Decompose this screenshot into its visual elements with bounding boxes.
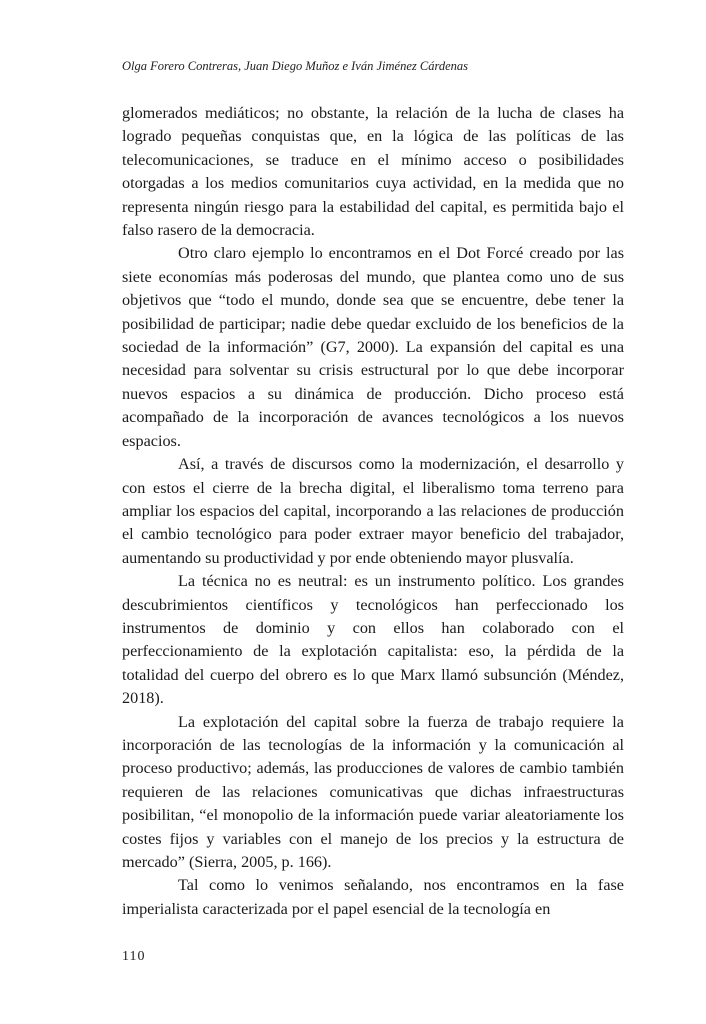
paragraph: glomerados mediáticos; no obstante, la relación de la lucha de clases ha logrado pequeñas conquistas que, en la lógica de las políticas de las telecomunicaciones, se traduce en el mínimo acceso o posibilidades otorgadas a los medios comunitarios cuya actividad, en la medida que no representa ningún riesgo para la estabilidad del capital, es permitida bajo el falso rasero de la democracia. bbox=[122, 104, 624, 240]
body-text bbox=[122, 102, 624, 921]
paragraph: Tal como lo venimos señalando, nos encontramos en la fase imperialista caracterizada por el papel esencial de la tecnología en bbox=[122, 876, 624, 918]
paragraph: Otro claro ejemplo lo encontramos en el Dot Forcé creado por las siete economías más poderosas del mundo, que plantea como uno de sus objetivos que “todo el mundo, donde sea que se encuentre, debe tener la posibilidad de participar; nadie debe quedar excluido de los beneficios de la sociedad de la información” (G7, 2000). La expansión del capital es una necesidad para solventar su crisis estructural por lo que debe incorporar nuevos espacios a su dinámica de producción. Dicho proceso está acompañado de la incorporación de avances tecnológicos a los nuevos espacios. bbox=[122, 244, 624, 450]
paragraph: La técnica no es neutral: es un instrumento político. Los grandes descubrimientos científicos y tecnológicos han perfeccionado los instrumentos de dominio y con ellos han colaborado con el perfeccionamiento de la explotación capitalista: eso, la pérdida de la totalidad del cuerpo del obrero es lo que Marx llamó subsunción (Méndez, 2018). bbox=[122, 572, 624, 708]
running-header: Olga Forero Contreras, Juan Diego Muñoz e Iván Jiménez Cárdenas bbox=[122, 59, 469, 73]
paragraph: La explotación del capital sobre la fuerza de trabajo requiere la incorporación de las tecnologías de la información y la comunicación al proceso productivo; además, las producciones de valores de cambio también requieren de las relaciones comunicativas que dichas infraestructuras posibilitan, “el monopolio de la información puede variar aleatoriamente los costes fijos y variables con el manejo de los precios y la estructura de mercado” (Sierra, 2005, p. 166). bbox=[122, 712, 624, 871]
page-number: 110 bbox=[122, 949, 146, 964]
paragraph: Así, a través de discursos como la modernización, el desarrollo y con estos el cierre de la brecha digital, el liberalismo toma terreno para ampliar los espacios del capital, incorporando a las relaciones de producción el cambio tecnológico para poder extraer mayor beneficio del trabajador, aumentando su productividad y por ende obteniendo mayor plusvalía. bbox=[122, 455, 624, 567]
